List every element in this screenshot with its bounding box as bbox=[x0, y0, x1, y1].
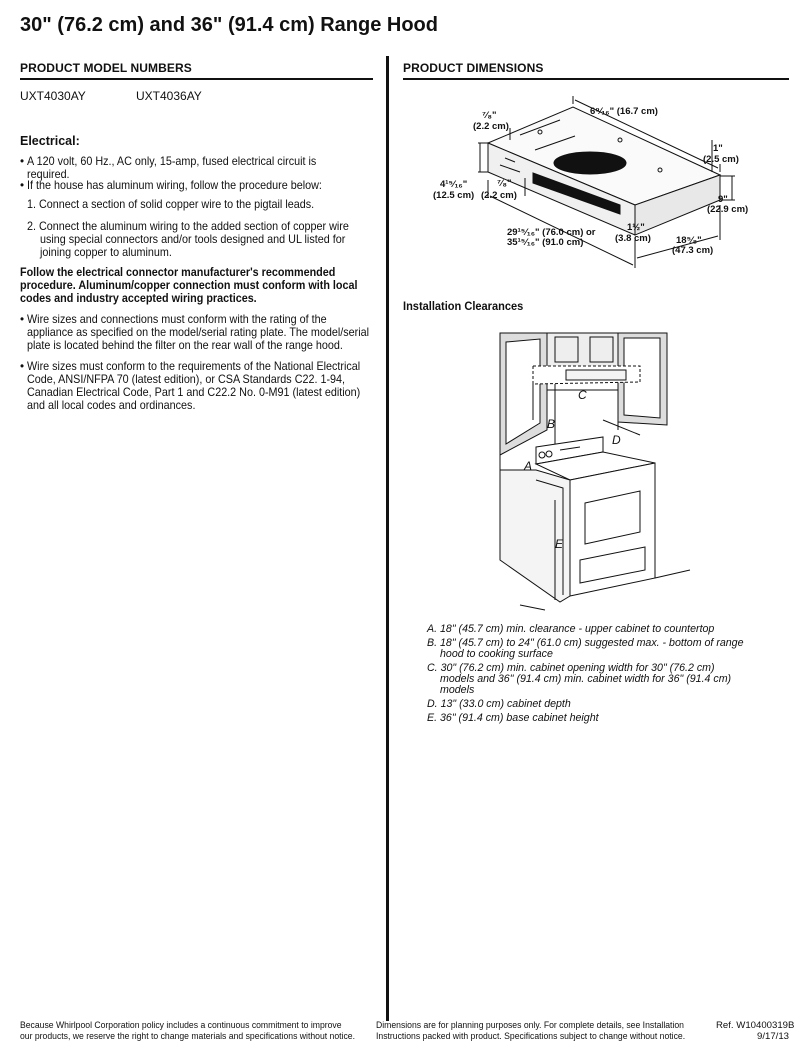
footer-reference: Ref. W10400319B bbox=[716, 1020, 795, 1031]
dim-1-5: 1½" bbox=[627, 222, 645, 233]
dim-width-30: 29¹⁵⁄₁₆" (76.0 cm) or bbox=[507, 227, 596, 238]
dim-1-5-cm: (3.8 cm) bbox=[615, 233, 651, 244]
page-title: 30" (76.2 cm) and 36" (91.4 cm) Range Hood bbox=[20, 14, 438, 36]
legend-d: D. 13" (33.0 cm) cabinet depth bbox=[427, 698, 571, 710]
dim-9in: 9" bbox=[718, 194, 728, 205]
dim-7-8-mid-cm: (2.2 cm) bbox=[481, 190, 517, 201]
label-a: A bbox=[524, 459, 533, 473]
electrical-bullet-2: If the house has aluminum wiring, follow the procedure below: bbox=[27, 179, 322, 192]
step-2-line-3: joining copper to aluminum. bbox=[40, 246, 172, 259]
bullet-3-line-3: plate is located behind the filter on the rear wall of the range hood. bbox=[27, 339, 343, 352]
installation-clearances-heading: Installation Clearances bbox=[403, 299, 524, 313]
column-divider bbox=[386, 56, 389, 1021]
dim-7-8-top-cm: (2.2 cm) bbox=[473, 121, 509, 132]
bullet-dot: • bbox=[20, 179, 25, 192]
bullet-4-line-4: and all local codes and ordinances. bbox=[27, 399, 196, 412]
bullet-dot: • bbox=[20, 313, 25, 326]
legend-a: A. 18" (45.7 cm) min. clearance - upper cabinet to countertop bbox=[427, 623, 715, 635]
label-c: C bbox=[578, 388, 587, 402]
connector-note-line-1: Follow the electrical connector manufacturer's recommended bbox=[20, 266, 336, 279]
legend-b-line-1: B. 18" (45.7 cm) to 24" (61.0 cm) suggested max. - bottom of range bbox=[427, 637, 744, 649]
product-dimensions-heading: PRODUCT DIMENSIONS bbox=[403, 61, 544, 75]
dim-7-8-mid: ⁷⁄₈" bbox=[497, 178, 512, 189]
bullet-dot: • bbox=[20, 360, 25, 373]
connector-note-line-2: procedure. Aluminum/copper connection must conform with local bbox=[20, 279, 358, 292]
footer-policy-line-2: our products, we reserve the right to change materials and specifications without notice. bbox=[20, 1031, 356, 1042]
right-heading-rule bbox=[403, 78, 789, 80]
electrical-heading: Electrical: bbox=[20, 134, 80, 148]
footer-dimensions-line-2: Instructions packed with product. Specifications subject to change without notice. bbox=[376, 1031, 686, 1042]
model-numbers-heading: PRODUCT MODEL NUMBERS bbox=[20, 61, 192, 75]
dim-height: 4¹⁵⁄₁₆" bbox=[440, 179, 468, 190]
legend-c-line-3: models bbox=[440, 684, 475, 696]
dim-top-depth: 6⁹⁄₁₆" (16.7 cm) bbox=[590, 106, 658, 117]
electrical-bullet-1: A 120 volt, 60 Hz., AC only, 15-amp, fused electrical circuit is required. bbox=[27, 155, 317, 181]
label-d: D bbox=[612, 433, 621, 447]
step-1: 1. Connect a section of solid copper wire to the pigtail leads. bbox=[27, 198, 315, 211]
legend-c-line-2: models and 36" (91.4 cm) min. cabinet width for 36" (91.4 cm) bbox=[440, 673, 732, 685]
model-number-30: UXT4030AY bbox=[20, 89, 86, 103]
left-heading-rule bbox=[20, 78, 373, 80]
bullet-4-line-1: Wire sizes must conform to the requirements of the National Electrical bbox=[27, 360, 361, 373]
footer-dimensions-line-1: Dimensions are for planning purposes only. For complete details, see Installation bbox=[376, 1020, 684, 1031]
dim-7-8-top: ⁷⁄₈" bbox=[482, 110, 497, 121]
legend-c-line-1: C. 30" (76.2 cm) min. cabinet opening width for 30" (76.2 cm) bbox=[427, 662, 715, 674]
bullet-dot: • bbox=[20, 155, 25, 168]
bullet-3-line-1: Wire sizes and connections must conform with the rating of the bbox=[27, 313, 327, 326]
model-number-36: UXT4036AY bbox=[136, 89, 202, 103]
legend-e: E. 36" (91.4 cm) base cabinet height bbox=[427, 712, 599, 724]
bullet-4-line-3: Canadian Electrical Code, Part 1 and C22.2 No. 0-M91 (latest edition) bbox=[27, 386, 361, 399]
base-cabinet bbox=[500, 470, 570, 602]
bullet-4-line-2: Code, ANSI/NFPA 70 (latest edition), or CSA Standards C22. 1-94, bbox=[27, 373, 346, 386]
range-hood-dimension-drawing bbox=[400, 90, 800, 280]
installation-clearance-drawing bbox=[480, 325, 700, 615]
legend-b-line-2: hood to cooking surface bbox=[440, 648, 553, 660]
duct-opening bbox=[554, 152, 626, 174]
dim-width-36: 35¹⁵⁄₁₆" (91.0 cm) bbox=[507, 237, 584, 248]
dim-depth: 18⁵⁄₈" bbox=[676, 235, 702, 246]
step-2-line-2: using special connectors and/or tools designed and UL listed for bbox=[40, 233, 346, 246]
connector-note-line-3: codes and industry accepted wiring practices. bbox=[20, 292, 257, 305]
footer-date: 9/17/13 bbox=[756, 1031, 789, 1042]
dim-depth-cm: (47.3 cm) bbox=[672, 245, 714, 256]
dim-height-cm: (12.5 cm) bbox=[433, 190, 475, 201]
dim-9in-cm: (22.9 cm) bbox=[707, 204, 749, 215]
dim-1in: 1" bbox=[713, 143, 723, 154]
footer-policy-line-1: Because Whirlpool Corporation policy includes a continuous commitment to improve bbox=[20, 1020, 342, 1031]
step-2-line-1: 2. Connect the aluminum wiring to the added section of copper wire bbox=[27, 220, 349, 233]
dim-1in-cm: (2.5 cm) bbox=[703, 154, 739, 165]
label-b: B bbox=[547, 417, 556, 431]
bullet-3-line-2: appliance as specified on the model/serial rating plate. The model/serial bbox=[27, 326, 370, 339]
label-e: E bbox=[555, 537, 564, 551]
